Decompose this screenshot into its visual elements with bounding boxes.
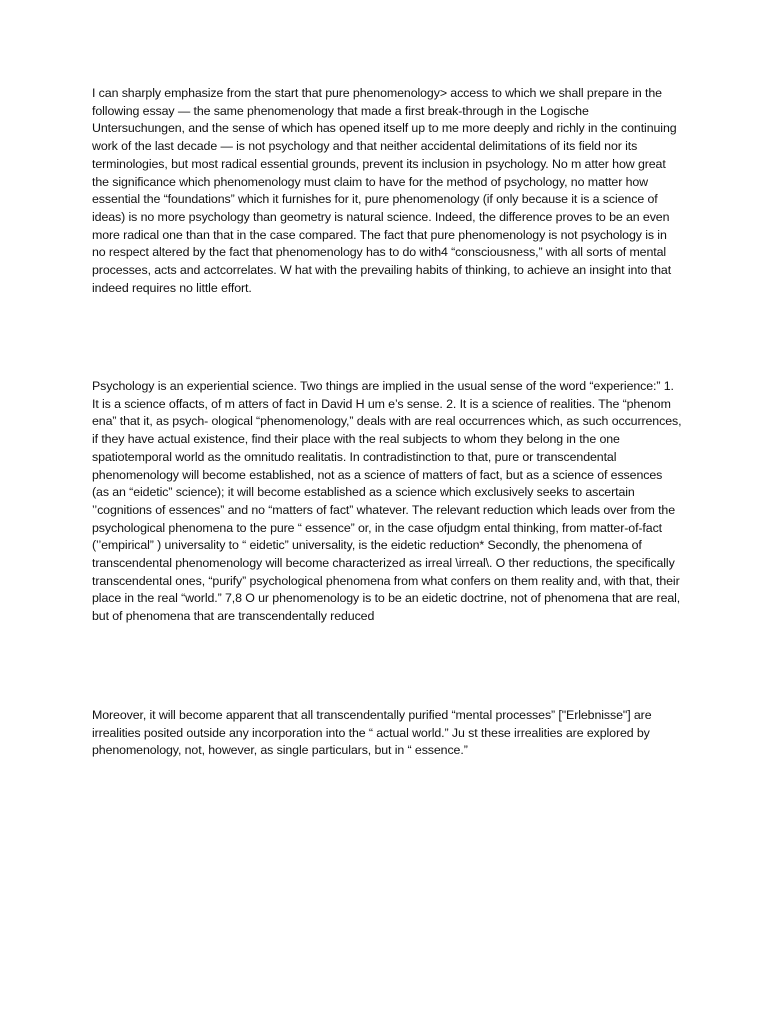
paragraph-2: Psychology is an experiential science. Two things are implied in the usual sense of the word “experience:” 1. It is a science offacts, of m atters of fact in David H um e’s sense. 2. It is a science of realities. The “phenom ena” that it, as psych- ological “phenomenology,” deals with are real occurrences which, as such occurrences, if they have actual existence, find their place with the real subjects to whom they belong in the one spatiotemporal world as the omnitudo realitatis. In contradistinction to that, pure or transcendental phenomenology will become established, not as a science of matters of fact, but as a science of essences (as an “eidetic” science); it will become established as a science which exclusively seeks to ascertain ’’cognitions of essences” and no “matters of fact” whatever. The relevant reduction which leads over from the psychological phenomena to the pure “ essence” or, in the case ofjudgm ental thinking, from matter-of-fact (’’empirical” ) universality to “ eidetic” universality, is the eidetic reduction* Secondly, the phenomena of transcendental phenomenology will become characterized as irreal \irreal\. O ther reductions, the specifically transcendental ones, “purify” psychological phenomena from what confers on them reality and, with that, their place in the real “world.” 7,8 O ur phenomenology is to be an eidetic doctrine, not of phenomena that are real, but of phenomena that are transcendentally reduced — [92, 379, 682, 624]
paragraph-3: Moreover, it will become apparent that all transcendentally purified “mental processes” ["Erlebnisse"] are irrealities posited outside any incorporation into the “ actual world.” Ju st these irrealities are explored by phenomenology, not, however, as single particulars, but in “ essence.” — [92, 708, 652, 758]
paragraph-1: I can sharply emphasize from the start that pure phenomenology> access to which we shall prepare in the following essay — the same phenomenology that made a first break-through in the Logische Untersuchungen, and the sense of which has opened itself up to me more deeply and richly in the continuing work of the last decade — is not psychology and that neither accidental delimitations of its field nor its terminologies, but most radical essential grounds, prevent its inclusion in psychology. No m atter how great the significance which phenomenology must claim to have for the method of psychology, no matter how essential the “foundations” which it furnishes for it, pure phenomenology (if only because it is a science of ideas) is no more psychology than geometry is natural science. Indeed, the difference proves to be an even more radical one than that in the case compared. The fact that pure phenomenology is not psychology is in no respect altered by the fact that phenomenology has to do with4 “consciousness,” with all sorts of mental processes, acts and actcorrelates. W hat with the prevailing habits of thinking, to achieve an insight into that indeed requires no little effort. — [92, 86, 677, 295]
